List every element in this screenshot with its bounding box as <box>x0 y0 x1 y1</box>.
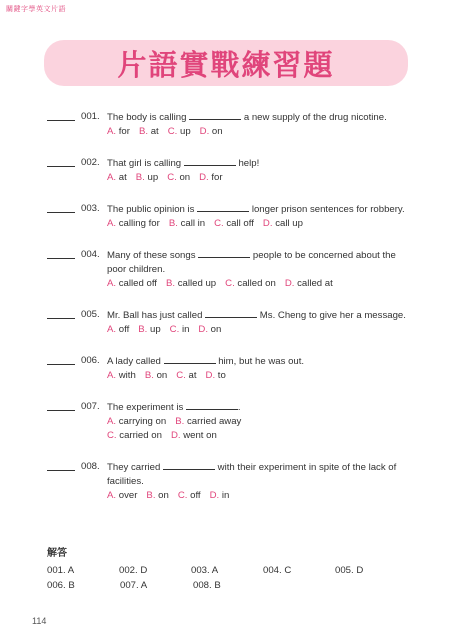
option <box>107 125 130 139</box>
question-stem <box>107 308 407 323</box>
question-number: 001. <box>81 111 100 122</box>
stem-before-blank: That girl is calling <box>107 158 182 169</box>
answer-row <box>47 565 407 580</box>
options-row <box>107 429 407 443</box>
fill-in-blank <box>189 110 241 120</box>
stem-before-blank: Mr. Ball has just called <box>107 310 203 321</box>
answer-row <box>47 580 407 595</box>
option-text: for <box>211 172 223 183</box>
option-text: off <box>190 490 201 501</box>
question-item <box>47 110 407 139</box>
option <box>107 323 129 337</box>
question-list <box>47 110 407 520</box>
option-text: called on <box>237 278 276 289</box>
option-letter: A. <box>107 172 117 183</box>
option-text: on <box>211 126 223 137</box>
option <box>285 277 333 291</box>
option-letter: D. <box>262 218 273 229</box>
option <box>107 489 137 503</box>
stem-after-blank: with their experiment in spite of the lack of facilities. <box>107 462 397 487</box>
option-letter: A. <box>107 126 117 137</box>
option-letter: C. <box>167 126 178 137</box>
option <box>176 369 196 383</box>
option-text: on <box>179 172 191 183</box>
option-text: up <box>179 126 191 137</box>
option-text: at <box>118 172 127 183</box>
answer-blank <box>47 470 75 471</box>
answer-item: 004. C <box>263 565 292 576</box>
answer-blank <box>47 410 75 411</box>
answer-blank <box>47 212 75 213</box>
option-letter: C. <box>169 324 180 335</box>
option-text: called at <box>297 278 333 289</box>
option-text: call in <box>180 218 206 229</box>
question-stem <box>107 156 407 171</box>
fill-in-blank <box>186 400 238 410</box>
option <box>107 429 162 443</box>
option-text: called up <box>177 278 217 289</box>
question-number: 005. <box>81 309 100 320</box>
stem-before-blank: Many of these songs <box>107 250 196 261</box>
option-text: in <box>181 324 190 335</box>
option-letter: C. <box>107 430 117 441</box>
question-stem <box>107 400 407 415</box>
options-row <box>107 415 407 429</box>
option-letter: A. <box>107 218 117 229</box>
option <box>168 125 191 139</box>
option <box>107 369 136 383</box>
answer-item: 005. D <box>335 565 364 576</box>
answer-item: 001. A <box>47 565 75 576</box>
option-letter: B. <box>138 126 149 137</box>
option <box>214 217 254 231</box>
stem-after-blank: a new supply of the drug nicotine. <box>243 112 387 123</box>
question-item <box>47 202 407 231</box>
option-letter: D. <box>205 370 216 381</box>
page-number: 114 <box>32 616 47 626</box>
fill-in-blank <box>198 248 250 258</box>
option <box>210 489 230 503</box>
stem-after-blank: . <box>237 402 241 413</box>
option <box>263 217 303 231</box>
question-stem <box>107 248 407 277</box>
answer-blank <box>47 166 75 167</box>
option-letter: C. <box>225 278 235 289</box>
stem-before-blank: They carried <box>107 462 161 473</box>
question-stem <box>107 202 407 217</box>
options-row <box>107 125 407 139</box>
option <box>136 171 158 185</box>
option <box>175 415 241 429</box>
answer-item: 007. A <box>120 580 148 591</box>
options-row <box>107 217 407 231</box>
option-letter: D. <box>170 430 181 441</box>
option-text: went on <box>183 430 217 441</box>
option <box>178 489 201 503</box>
running-head: 關鍵字學英文片語 <box>6 6 66 13</box>
option-letter: C. <box>167 172 177 183</box>
question-number: 003. <box>81 203 100 214</box>
option-text: with <box>118 370 136 381</box>
option-letter: B. <box>168 218 178 229</box>
option-letter: B. <box>146 490 156 501</box>
option-letter: D. <box>198 324 208 335</box>
option-text: up <box>150 324 161 335</box>
option-text: in <box>221 490 230 501</box>
option-letter: A. <box>107 490 117 501</box>
option <box>167 171 190 185</box>
option <box>107 415 166 429</box>
question-number: 008. <box>81 461 100 472</box>
stem-before-blank: A lady called <box>107 356 161 367</box>
question-item <box>47 248 407 291</box>
stem-before-blank: The experiment is <box>107 402 184 413</box>
answer-item: 008. B <box>193 580 221 591</box>
question-item <box>47 354 407 383</box>
option-letter: C. <box>176 370 186 381</box>
option-letter: B. <box>138 324 148 335</box>
option-text: called off <box>118 278 157 289</box>
question-stem <box>107 110 407 125</box>
answer-key <box>47 544 407 595</box>
question-item <box>47 460 407 503</box>
option <box>170 323 190 337</box>
option-text: on <box>156 370 168 381</box>
question-number: 007. <box>81 401 100 412</box>
fill-in-blank <box>163 460 215 470</box>
option <box>166 277 216 291</box>
option <box>200 125 223 139</box>
option-text: call off <box>226 218 254 229</box>
option-letter: B. <box>144 370 154 381</box>
option <box>206 369 226 383</box>
option <box>107 277 157 291</box>
option <box>139 125 159 139</box>
option-text: carrying on <box>118 416 167 427</box>
options-row <box>107 171 407 185</box>
answers-heading: 解答 <box>47 548 67 559</box>
stem-after-blank: people to be concerned about the poor children. <box>107 250 396 275</box>
option-text: over <box>118 490 138 501</box>
option <box>198 323 221 337</box>
fill-in-blank <box>164 354 216 364</box>
fill-in-blank <box>184 156 236 166</box>
option-text: on <box>210 324 222 335</box>
options-row <box>107 277 407 291</box>
option <box>107 171 127 185</box>
question-stem <box>107 354 407 369</box>
option-letter: A. <box>107 278 117 289</box>
question-item <box>47 156 407 185</box>
question-number: 004. <box>81 249 100 260</box>
option <box>169 217 205 231</box>
page-title: 片語實戰練習題 <box>117 47 335 82</box>
title-banner <box>44 40 408 86</box>
stem-after-blank: help! <box>238 158 260 169</box>
options-row <box>107 489 407 503</box>
options-row <box>107 369 407 383</box>
question-stem <box>107 460 407 489</box>
answer-item: 002. D <box>119 565 148 576</box>
stem-after-blank: Ms. Cheng to give her a message. <box>259 310 406 321</box>
option-letter: A. <box>107 370 117 381</box>
question-number: 006. <box>81 355 100 366</box>
option-letter: B. <box>175 416 185 427</box>
option-text: to <box>217 370 226 381</box>
option-text: at <box>188 370 197 381</box>
option-text: at <box>150 126 159 137</box>
option-letter: B. <box>135 172 145 183</box>
answer-item: 003. A <box>191 565 219 576</box>
answer-blank <box>47 318 75 319</box>
option-letter: A. <box>107 416 117 427</box>
option-text: calling for <box>118 218 160 229</box>
fill-in-blank <box>197 202 249 212</box>
option-text: carried on <box>119 430 162 441</box>
option <box>199 171 222 185</box>
option-letter: D. <box>209 490 220 501</box>
answer-blank <box>47 258 75 259</box>
answer-blank <box>47 364 75 365</box>
stem-before-blank: The body is calling <box>107 112 187 123</box>
answer-item: 006. B <box>47 580 75 591</box>
option-letter: D. <box>284 278 295 289</box>
option <box>225 277 276 291</box>
answer-blank <box>47 120 75 121</box>
stem-before-blank: The public opinion is <box>107 204 195 215</box>
option-letter: D. <box>199 126 210 137</box>
question-number: 002. <box>81 157 100 168</box>
option-letter: A. <box>107 324 117 335</box>
option <box>171 429 217 443</box>
question-item <box>47 308 407 337</box>
option-text: call up <box>275 218 303 229</box>
option-letter: C. <box>177 490 188 501</box>
option-letter: D. <box>199 172 209 183</box>
option <box>138 323 160 337</box>
option-text: up <box>147 172 159 183</box>
option-text: carried away <box>186 416 242 427</box>
option <box>107 217 160 231</box>
option-text: off <box>118 324 130 335</box>
option-letter: C. <box>214 218 224 229</box>
options-row <box>107 323 407 337</box>
question-item <box>47 400 407 443</box>
stem-after-blank: longer prison sentences for robbery. <box>251 204 405 215</box>
option-text: on <box>158 490 169 501</box>
option <box>145 369 167 383</box>
option-text: for <box>118 126 130 137</box>
option-letter: B. <box>165 278 176 289</box>
stem-after-blank: him, but he was out. <box>218 356 305 367</box>
fill-in-blank <box>205 308 257 318</box>
option <box>146 489 168 503</box>
